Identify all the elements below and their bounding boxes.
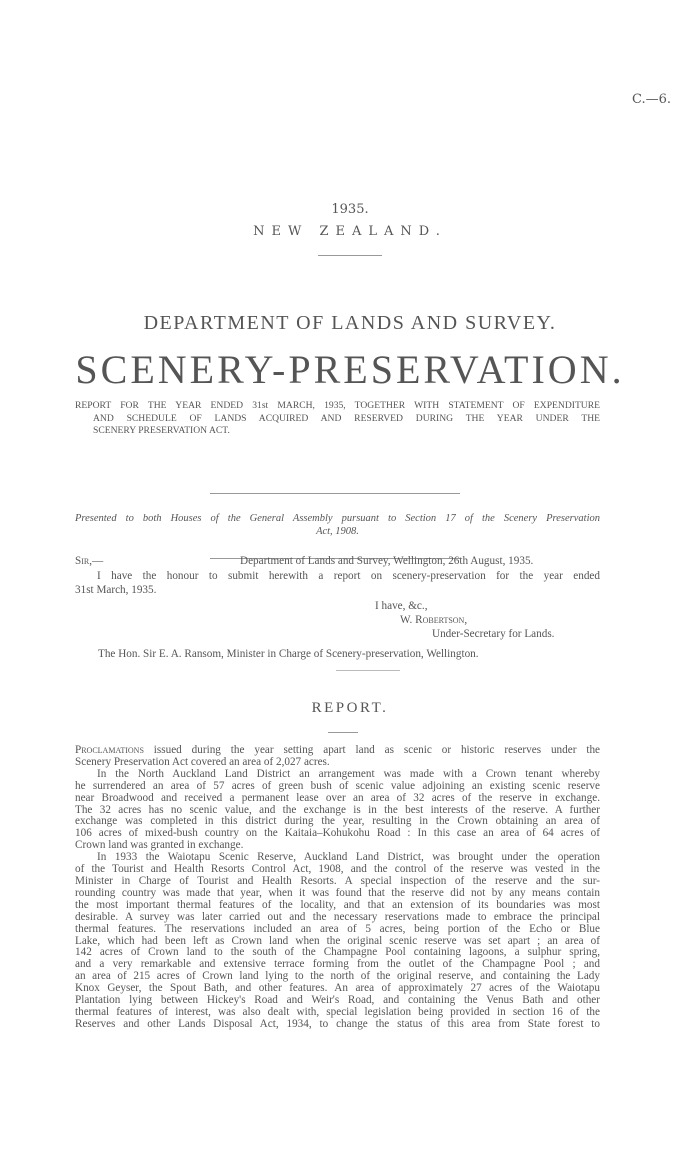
paragraph-lead: Proclamations [75,744,144,756]
paragraph-line: the most important thermal features of the locality, and that an extension of its boundaries was most [75,898,600,911]
paragraph-line: exchange was completed in this district during the year, resulting in the Crown obtaining an area of [75,815,600,828]
letter-closing: I have, &c., [375,600,428,612]
paragraph-line: Plantation lying between Hickey's Road and Weir's Road, and containing the Venus Bath and other [75,994,600,1007]
presented-line: Presented to both Houses of the General Assembly pursuant to Section 17 of the Scenery Preservation [75,513,600,524]
divider [210,493,460,494]
page-reference: C.—6. [632,92,672,107]
letter-line: 31st March, 1935. [75,584,157,596]
paragraph-line: of the Tourist and Health Resorts Control Act, 1908, and the control of the reserve was vested in the [75,863,600,876]
subtitle-line: SCENERY PRESERVATION ACT. [93,425,230,436]
letter-origin: Department of Lands and Survey, Wellington, 26th August, 1935. [240,555,534,567]
divider [318,255,382,256]
signatory: W. Robertson, [400,614,468,626]
presented-line: Act, 1908. [316,526,359,537]
subtitle-line: AND SCHEDULE OF LANDS ACQUIRED AND RESERVED DURING THE YEAR UNDER THE [93,412,600,424]
document-title: SCENERY-PRESERVATION. [75,347,625,392]
paragraph-line: In the North Auckland Land District an arrangement was made with a Crown tenant whereby [97,767,600,780]
department-heading: DEPARTMENT OF LANDS AND SURVEY. [143,312,557,334]
subtitle-line: REPORT FOR THE YEAR ENDED 31st MARCH, 1935, TOGETHER WITH STATEMENT OF EXPENDITURE [75,400,600,411]
paragraph-line: thermal features. The reservations included an area of 5 acres, being portion of the Echo or Blue [75,922,600,935]
presentation-note [75,512,600,538]
paragraph-line: Minister in Charge of Tourist and Health Resorts. A special inspection of the reserve and the sur- [75,874,600,887]
signatory-title: Under-Secretary for Lands. [432,628,555,640]
paragraph-line: The 32 acres has no scenic value, and the exchange is in the best interests of the reserve. A further [75,803,600,816]
addressee: The Hon. Sir E. A. Ransom, Minister in Charge of Scenery-preservation, Wellington. [98,648,479,660]
paragraph-line: 142 acres of Crown land to the south of the Champagne Pool containing lagoons, a sulphur spring, [75,946,600,959]
paragraph-line: Crown land was granted in exchange. [75,839,244,852]
paragraph-line: Reserves and other Lands Disposal Act, 1934, to change the status of this area from State forest to [75,1017,600,1030]
paragraph-line: Lake, which had been left as Crown land when the original scenic reserve was set apart ; an area of [75,934,600,947]
year: 1935. [331,202,369,217]
divider [328,732,358,733]
paragraph-line: thermal features of interest, was also dealt with, special legislation being provided in section 16 of the [75,1005,600,1018]
paragraph-line: near Broadwood and received a permanent lease over an area of 32 acres of the reserve in exchange. [75,791,600,804]
line-text: issued during the year setting apart land as scenic or historic reserves under the [143,744,600,756]
paragraph-line: Knox Geyser, the Spout Bath, and other features. An area of approximately 27 acres of the Waiotapu [75,982,600,995]
report-heading: REPORT. [311,700,389,716]
report-body [75,745,600,1031]
paragraph-line: and a very remarkable and extensive terrace forming from the outlet of the Champagne Pool ; and [75,958,600,971]
paragraph-line: Scenery Preservation Act covered an area of 2,027 acres. [75,755,330,768]
paragraph-line: In 1933 the Waiotapu Scenic Reserve, Auckland Land District, was brought under the operation [97,851,600,864]
letter-body [97,570,600,582]
paragraph-line: he surrendered an area of 57 acres of green bush of scenic value adjoining an existing scenic reserve [75,779,600,792]
divider [336,670,400,671]
paragraph-line: 106 acres of mixed-bush country on the Kaitaia–Kohukohu Road : In this case an area of 64 acres of [75,827,600,840]
paragraph-line: desirable. A survey was later carried out and the necessary reservations made to embrace the principal [75,910,600,923]
salutation: Sir,— [75,555,104,567]
letter-line: I have the honour to submit herewith a report on scenery-preservation for the year ended [97,570,600,582]
report-subtitle [75,400,600,438]
paragraph-line: rounding country was made that year, when it was found that the reserve did not by any means contain [75,886,600,899]
paragraph-line: an area of 215 acres of Crown land lying to the north of the original reserve, and containing the Lady [75,970,600,983]
country: NEW ZEALAND. [253,224,447,239]
